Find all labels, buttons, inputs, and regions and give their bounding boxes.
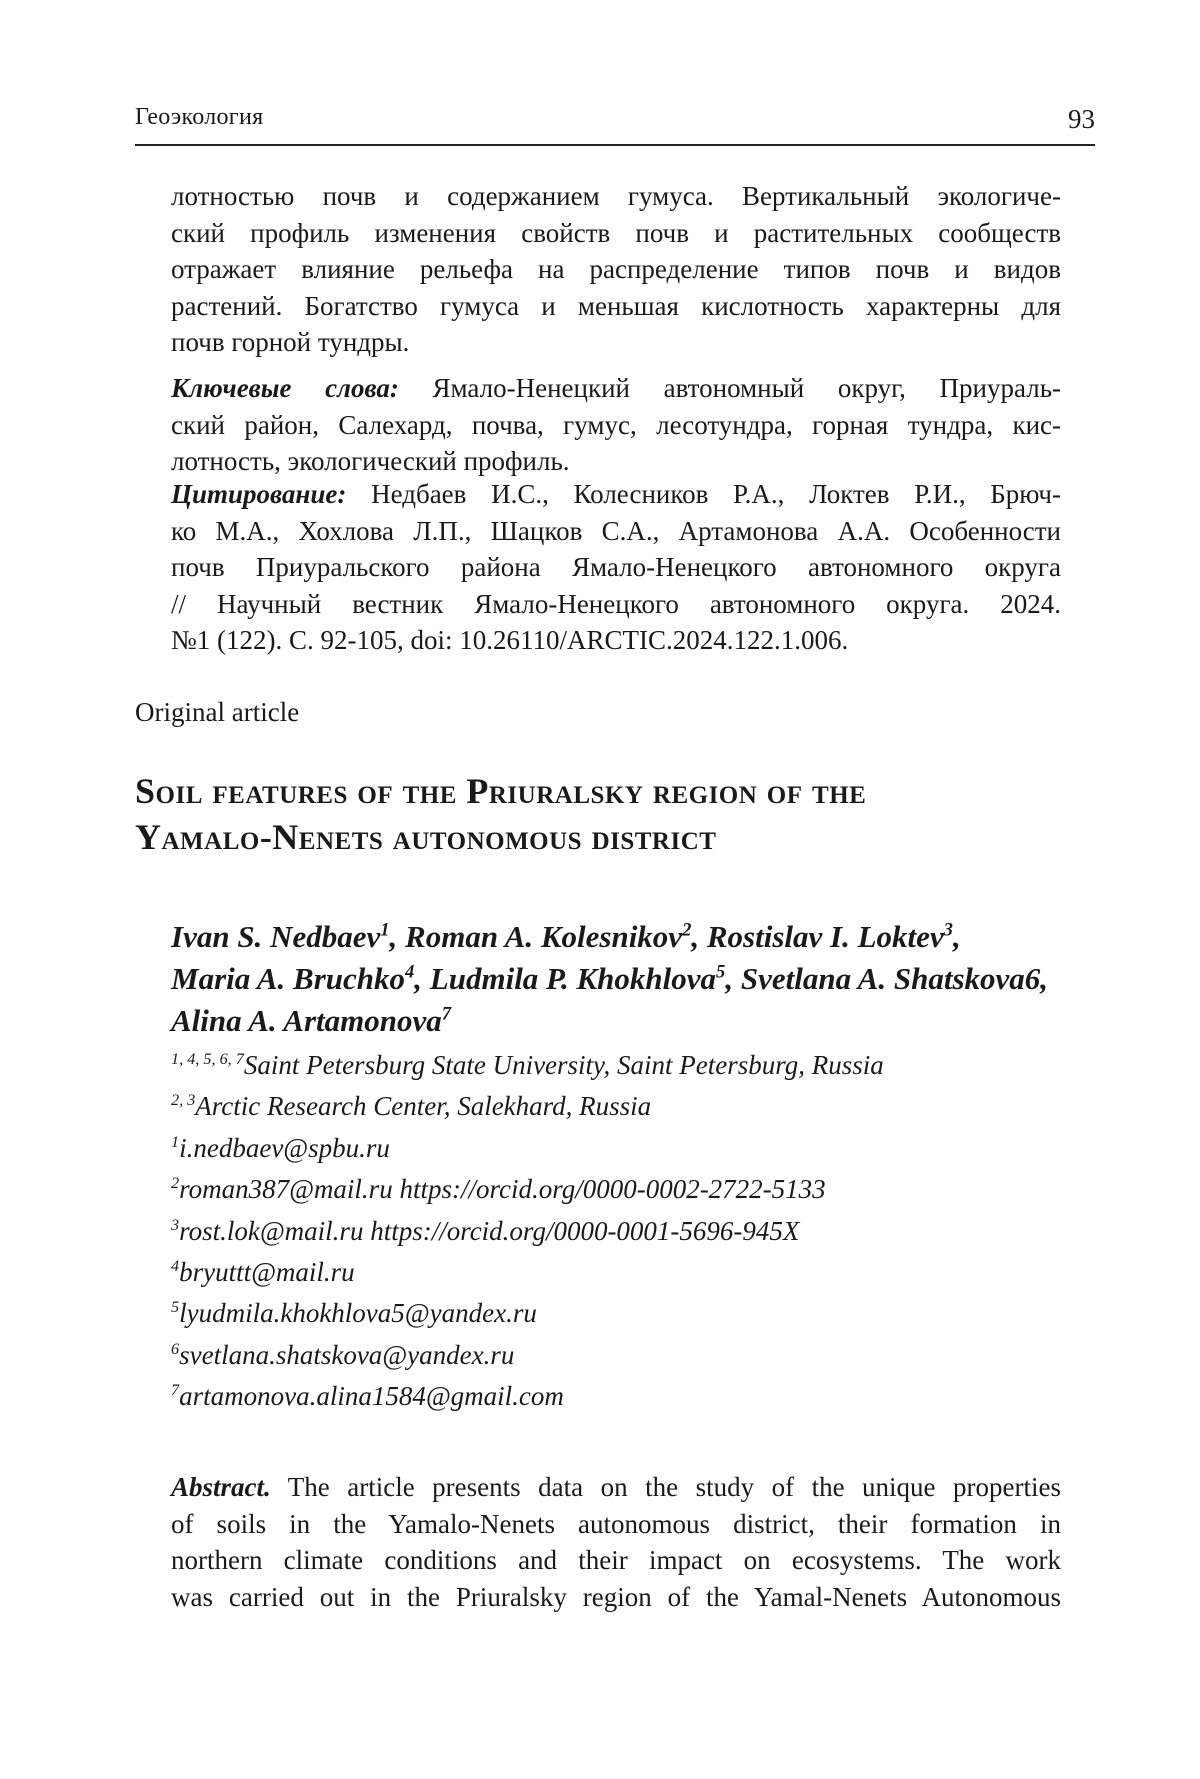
affiliation-text: Saint Petersburg State University, Saint Petersburg, Russia (243, 1050, 884, 1080)
text-line: ко М.А., Хохлова Л.П., Шацков С.А., Артамонова А.А. Особенности (171, 515, 1061, 546)
authors-list (171, 916, 1071, 1042)
contact-text: artamonova.alina1584@gmail.com (179, 1381, 564, 1412)
author-separator: , (691, 919, 707, 954)
text-line: лотность, экологический профиль. (171, 446, 570, 476)
contact-text: i.nedbaev@spbu.ru (179, 1132, 390, 1163)
affiliation-item (171, 1086, 1071, 1127)
author (707, 919, 961, 954)
author-separator: , (1040, 961, 1049, 996)
contact-item (171, 1335, 1071, 1376)
author (171, 1003, 451, 1038)
contact-sup: 5 (171, 1298, 180, 1317)
author-sup: 3 (943, 919, 953, 941)
author-name: Svetlana A. Shatskova6 (740, 961, 1041, 996)
keywords-block (171, 370, 1061, 480)
text-line: // Научный вестник Ямало-Ненецкого автономного округа. 2024. (171, 588, 1061, 619)
contact-text: svetlana.shatskova@yandex.ru (179, 1339, 515, 1370)
russian-abstract-paragraph (171, 178, 1061, 361)
text-line: ский профиль изменения свойств почв и растительных сообществ (171, 217, 1061, 248)
author-sup: 4 (405, 961, 415, 983)
citation-text: Недбаев И.С., Колесников Р.А., Локтев Р.И., Брюч- (346, 479, 1061, 509)
author-separator: , (389, 919, 406, 954)
contact-item (171, 1376, 1071, 1417)
author-separator: , (414, 961, 430, 996)
contact-item (171, 1293, 1071, 1334)
affiliation-sup: 1, 4, 5, 6, 7 (171, 1050, 244, 1068)
text-line: растений. Богатство гумуса и меньшая кислотность характерны для (171, 290, 1061, 321)
contact-sup: 4 (171, 1256, 180, 1275)
author (171, 919, 405, 954)
text-line: northern climate conditions and their impact on ecosystems. The work (171, 1545, 1061, 1575)
keywords-paragraph (171, 370, 1061, 480)
article-title-line: Soil features of the Priuralsky region of the (135, 771, 867, 811)
affiliation-text: Arctic Research Center, Salekhard, Russia (195, 1091, 652, 1122)
text-line: №1 (122). С. 92-105, doi: 10.26110/ARCTIC.2024.122.1.006. (171, 625, 849, 655)
contact-sup: 7 (171, 1381, 180, 1400)
author-sup: 7 (441, 1003, 452, 1025)
contact-sup: 3 (171, 1215, 180, 1234)
author (405, 919, 707, 954)
author-name: Roman A. Kolesnikov (405, 919, 683, 954)
contact-item (171, 1169, 1071, 1210)
author (430, 961, 741, 996)
author-name: Ivan S. Nedbaev (171, 919, 381, 954)
author-name: Maria A. Bruchko (171, 961, 405, 996)
text-line: лотностью почв и содержанием гумуса. Вертикальный экологиче- (171, 181, 1061, 211)
author-name: Ludmila P. Khokhlova (429, 961, 717, 996)
author-sup: 2 (682, 919, 692, 941)
text-line (171, 476, 1061, 513)
english-abstract-paragraph (171, 1469, 1061, 1615)
affiliation-sup: 2, 3 (171, 1091, 196, 1110)
contact-item (171, 1211, 1071, 1252)
contact-item (171, 1128, 1071, 1169)
author (741, 961, 1048, 996)
page-header (135, 104, 1095, 146)
contact-text: bryuttt@mail.ru (179, 1256, 355, 1287)
contact-sup: 1 (171, 1132, 180, 1151)
contact-text: roman387@mail.ru https://orcid.org/0000-0002-2722-5133 (179, 1174, 826, 1205)
contact-item (171, 1252, 1071, 1293)
running-title: Геоэкология (135, 104, 264, 130)
text-line: почв Приуральского района Ямало-Ненецкого автономного округа (171, 552, 1061, 582)
author-sup: 5 (716, 961, 726, 983)
text-line: почв горной тундры. (171, 327, 410, 357)
russian-abstract-tail (171, 178, 1061, 361)
text-line: ский район, Салехард, почва, гумус, лесотундра, горная тундра, кис- (171, 409, 1061, 440)
citation-paragraph (171, 476, 1061, 659)
citation-label: Цитирование: (171, 479, 347, 509)
affiliations-list (171, 1045, 1071, 1418)
article-title-line: Yamalo-Nenets autonomous district (135, 817, 717, 857)
text-line: отражает влияние рельефа на распределение типов почв и видов (171, 254, 1061, 284)
author (171, 961, 430, 996)
abstract-label: Abstract. (171, 1472, 271, 1502)
text-line: was carried out in the Priuralsky region of the Yamal-Nenets Autonomous (171, 1581, 1061, 1612)
text-line (171, 1469, 1061, 1506)
page-number: 93 (1068, 104, 1095, 134)
author-separator: , (952, 919, 961, 954)
keywords-label: Ключевые слова: (171, 373, 399, 403)
text-line: of soils in the Yamalo-Nenets autonomous district, their formation in (171, 1508, 1061, 1539)
keywords-text: Ямало-Ненецкий автономный округ, Приураль- (398, 373, 1061, 403)
author-name: Alina A. Artamonova (171, 1003, 442, 1038)
affiliation-item (171, 1045, 1071, 1086)
author-name: Rostislav I. Loktev (706, 919, 944, 954)
contact-sup: 2 (171, 1174, 180, 1193)
article-title (135, 768, 1095, 860)
text-line (171, 370, 1061, 407)
english-abstract (171, 1469, 1061, 1615)
abstract-text: The article presents data on the study of the unique properties (270, 1472, 1061, 1502)
citation-block (171, 476, 1061, 659)
author-sup: 1 (380, 919, 390, 941)
author-separator: , (725, 961, 741, 996)
contact-sup: 6 (171, 1339, 180, 1358)
article-type: Original article (135, 697, 300, 727)
contact-text: rost.lok@mail.ru https://orcid.org/0000-0001-5696-945X (179, 1215, 800, 1246)
contact-text: lyudmila.khokhlova5@yandex.ru (179, 1298, 537, 1329)
